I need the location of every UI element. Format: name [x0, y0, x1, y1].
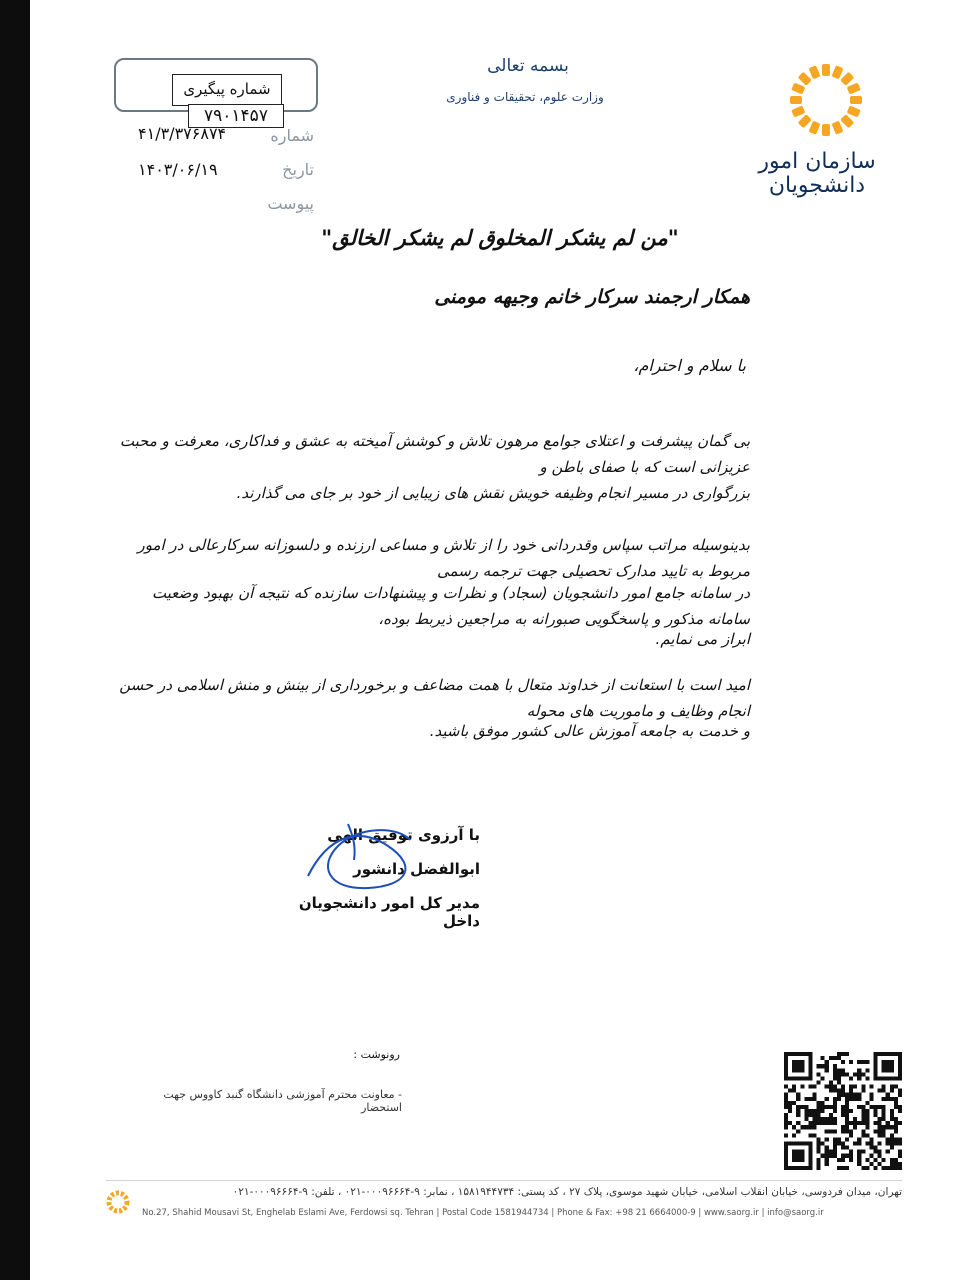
greeting: با سلام و احترام، [633, 356, 746, 375]
date-value: ۱۴۰۳/۰۶/۱۹ [138, 160, 218, 179]
footer-address-english: No.27, Shahid Mousavi St, Enghelab Eslami Ave, Ferdowsi sq. Tehran | Postal Code 1581944734 | Phone & Fax: +98 21 6664000-9 | www.saorg.ir | info@saorg.ir [142, 1208, 824, 1218]
paragraph-2-line-3: ابراز می نمایم. [655, 630, 750, 648]
paragraph-1-line-2: بزرگواری در مسیر انجام وظیفه خویش نقش های زیبایی از خود بر جای می گذارند. [236, 484, 750, 502]
paragraph-3-line-2: و خدمت به جامعه آموزش عالی کشور موفق باشید. [429, 722, 750, 740]
paragraph-2-line-1: بدینوسیله مراتب سپاس وقدردانی خود را از تلاش و مساعی ارزنده و دلسوزانه سرکارعالی در امور مربوط به تایید مدارک تحصیلی جهت ترجمه رسمی [137, 536, 750, 580]
footer-divider [106, 1180, 902, 1181]
signature-closing: با آرزوی توفیق الهی [327, 826, 480, 844]
organization-logo-icon [772, 58, 880, 142]
ministry-name: وزارت علوم، تحقیقات و فناوری [446, 90, 604, 104]
qr-code-icon [784, 1052, 902, 1170]
footer-address-persian: تهران، میدان فردوسی، خیابان انقلاب اسلامی، خیابان شهید موسوی، پلاک ۲۷ ، کد پستی: ۱۵۸۱۹۴۴۷۳۴ ، نمابر: ۹-۰۰۰۹۶۶۶۴-۰۲۱ ، تلفن: ۹-۰۰۰۹۶۶۶۴-۰۲۱ [232, 1186, 902, 1198]
organization-name-line2: دانشجویان [768, 173, 866, 198]
handwritten-signature [298, 816, 418, 896]
organization-name-line1: سازمان امور [758, 149, 876, 174]
letter-page [30, 0, 968, 1280]
signer-title: مدیر کل امور دانشجویان داخل [298, 894, 480, 930]
tracking-number: ۷۹۰۱۴۵۷ [188, 104, 284, 128]
paragraph-3-line-1: امید است با استعانت از خداوند متعال با همت مضاعف و برخورداری از بینش و منش اسلامی در حسن انجام وظایف و ماموریت های محوله [119, 676, 750, 720]
salutation: همکار ارجمند سرکار خانم وجیهه مومنی [434, 286, 750, 308]
footer-logo-icon [104, 1188, 132, 1216]
cc-label: رونوشت : [353, 1048, 400, 1061]
number-label: شماره [270, 126, 314, 145]
signer-name: ابوالفضل دانشور [353, 860, 480, 878]
bismillah-heading: بسمه تعالی [487, 56, 569, 76]
number-value: ۴۱/۳/۳۷۶۸۷۴ [138, 124, 227, 143]
tracking-label: شماره پیگیری [172, 74, 282, 106]
quote-line: "من لم یشکر المخلوق لم یشکر الخالق" [321, 226, 679, 250]
attachment-label: پیوست [267, 194, 314, 213]
organization-name [742, 150, 892, 198]
paragraph-2-line-2: در سامانه جامع امور دانشجویان (سجاد) و نظرات و پیشنهادات سازنده که نتیجه آن بهبود وضعیت سامانه مذکور و پاسخگویی صبورانه به مراجعین ذیربط بوده، [152, 584, 750, 628]
paragraph-1-line-1: بی گمان پیشرفت و اعتلای جوامع مرهون تلاش و کوشش آمیخته به عشق و فداکاری، معرفت و محبت عزیزانی است که با صفای باطن و [119, 432, 750, 476]
cc-recipient: - معاونت محترم آموزشی دانشگاه گنبد کاووس جهت استحضار [163, 1088, 402, 1114]
left-dark-border [0, 0, 30, 1280]
date-label: تاریخ [282, 160, 314, 179]
